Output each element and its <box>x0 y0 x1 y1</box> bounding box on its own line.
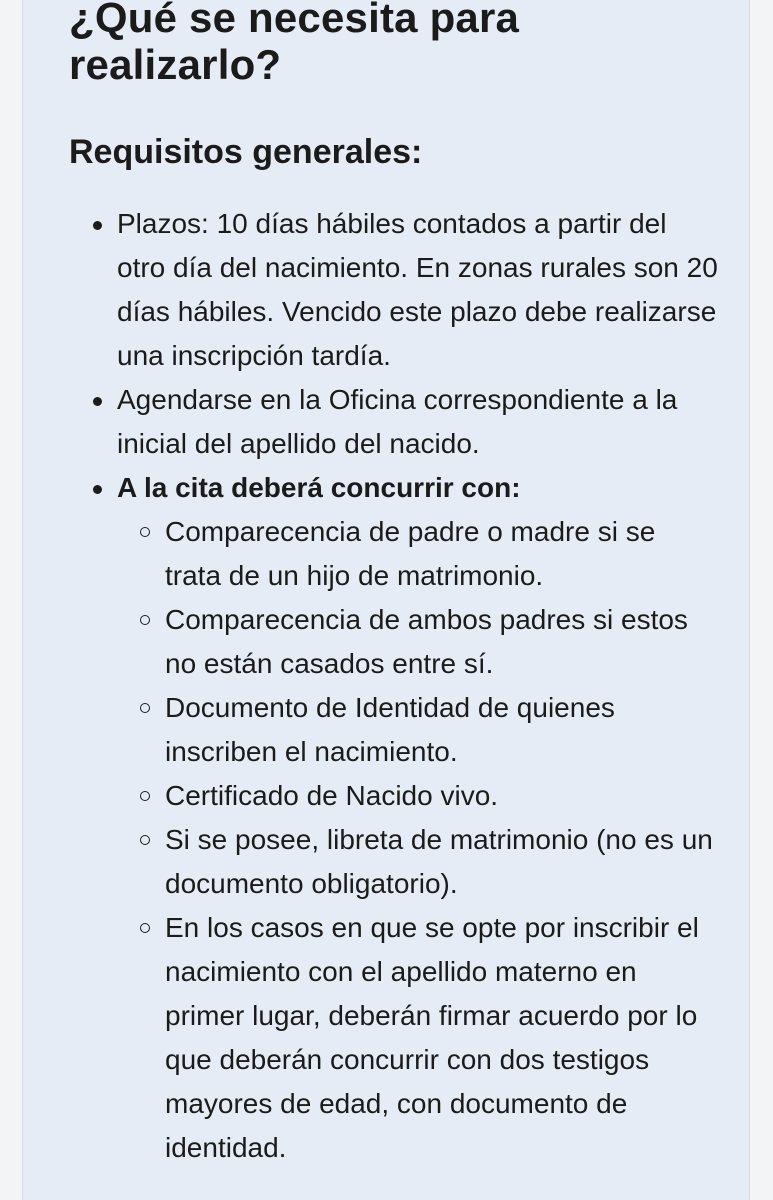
list-item-deadlines <box>69 202 719 378</box>
hollow-bullet-icon <box>140 615 150 625</box>
bullet-icon <box>93 221 102 230</box>
sub-list-item-text: Comparecencia de ambos padres si estos no están casados entre sí. <box>165 604 688 679</box>
list-item-appointment-attendance <box>69 466 719 1170</box>
hollow-bullet-icon <box>140 703 150 713</box>
sub-list-item-text: En los casos en que se opte por inscribir el nacimiento con el apellido materno en primer lugar, deberán firmar acuerdo por lo que deberán concurrir con dos testigos mayores de edad, con documento de identidad. <box>165 912 699 1163</box>
content-card <box>22 0 750 1200</box>
list-item-text: Plazos: 10 días hábiles contados a partir del otro día del nacimiento. En zonas rurales son 20 días hábiles. Vencido este plazo debe realizarse una inscripción tardía. <box>117 208 718 371</box>
list-item-text: A la cita deberá concurrir con: <box>117 472 521 503</box>
sub-list-item-text: Certificado de Nacido vivo. <box>165 780 499 811</box>
sub-list-item <box>117 774 719 818</box>
hollow-bullet-icon <box>140 923 150 933</box>
hollow-bullet-icon <box>140 791 150 801</box>
sub-list-item <box>117 598 719 686</box>
sub-list-item <box>117 686 719 774</box>
section-title-line-1: ¿Qué se necesita para <box>69 0 520 41</box>
requirements-section <box>69 0 719 1163</box>
list-item-appointment-office <box>69 378 719 466</box>
requirements-list <box>69 202 719 1170</box>
general-requirements-heading: Requisitos generales: <box>69 133 423 171</box>
sub-list-item <box>117 510 719 598</box>
list-item-text: Agendarse en la Oficina correspondiente a la inicial del apellido del nacido. <box>117 384 678 459</box>
sub-list-item <box>117 818 719 906</box>
appointment-items-list <box>117 510 719 1170</box>
sub-list-item <box>117 906 719 1170</box>
section-title-line-2: realizarlo? <box>69 41 282 88</box>
hollow-bullet-icon <box>140 835 150 845</box>
sub-list-item-text: Documento de Identidad de quienes inscriben el nacimiento. <box>165 692 615 767</box>
section-title <box>69 0 719 88</box>
bullet-icon <box>93 485 102 494</box>
sub-list-item-text: Si se posee, libreta de matrimonio (no es un documento obligatorio). <box>165 824 713 899</box>
hollow-bullet-icon <box>140 527 150 537</box>
sub-list-item-text: Comparecencia de padre o madre si se trata de un hijo de matrimonio. <box>165 516 656 591</box>
bullet-icon <box>93 397 102 406</box>
